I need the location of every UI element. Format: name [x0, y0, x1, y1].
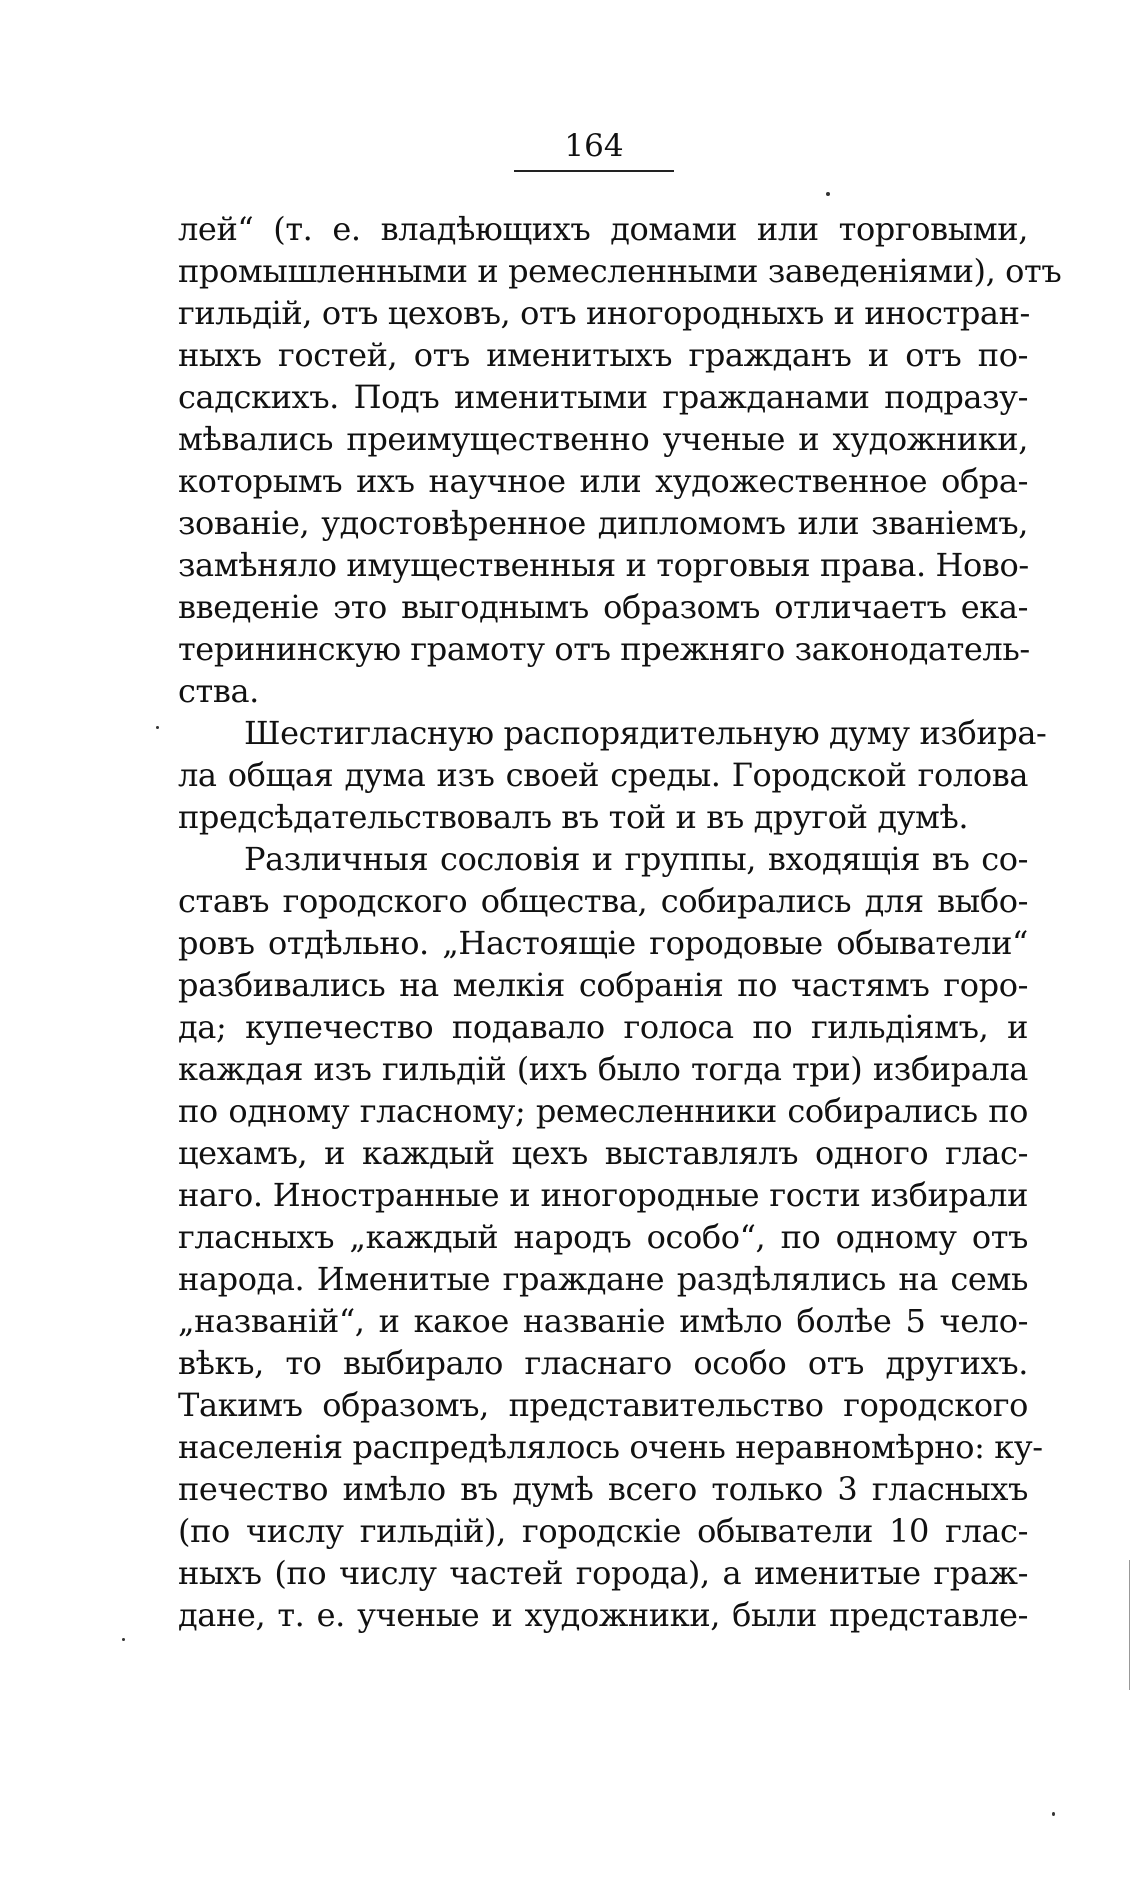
text-line: введеніе это выгоднымъ образомъ отличаетъ ека- [178, 588, 1028, 626]
text-line: которымъ ихъ научное или художественное обра- [178, 462, 1028, 500]
text-line: зованіе, удостовѣренное дипломомъ или званіемъ, [178, 504, 1028, 542]
text-line: каждая изъ гильдій (ихъ было тогда три) избирала [178, 1050, 1028, 1088]
text-line: дане, т. е. ученые и художники, были представле- [178, 1596, 1028, 1634]
text-line: терининскую грамоту отъ прежняго законодатель- [178, 630, 1030, 668]
scan-speck [1052, 1812, 1055, 1816]
text-line: гласныхъ „каждый народъ особо“, по одному отъ [178, 1218, 1028, 1256]
text-line: „названій“, и какое названіе имѣло болѣе 5 чело- [178, 1302, 1028, 1340]
scan-edge-line [1129, 1560, 1130, 1690]
text-line: Различныя сословія и группы, входящія въ со- [244, 840, 1028, 878]
text-line: Шестигласную распорядительную думу избира- [244, 714, 1047, 752]
scan-speck [826, 192, 830, 196]
paragraph-3 [178, 838, 1043, 1636]
page-number: 164 [564, 128, 624, 164]
text-line: ныхъ (по числу частей города), а именитые граж- [178, 1554, 1028, 1592]
scan-speck [122, 1638, 125, 1641]
text-line: ровъ отдѣльно. „Настоящіе городовые обыватели“ [178, 924, 1028, 962]
text-line: (по числу гильдій), городскіе обыватели 10 глас- [178, 1512, 1028, 1550]
text-line: да; купечество подавало голоса по гильдіямъ, и [178, 1008, 1028, 1046]
text-line: лей“ (т. е. владѣющихъ домами или торговыми, [178, 210, 1028, 248]
body-text [178, 208, 1062, 1636]
text-line: населенія распредѣлялось очень неравномѣрно: ку- [178, 1428, 1043, 1466]
text-line: ныхъ гостей, отъ именитыхъ гражданъ и отъ по- [178, 336, 1028, 374]
text-line: садскихъ. Подъ именитыми гражданами подразу- [178, 378, 1028, 416]
text-line: ства. [178, 672, 259, 710]
text-line: народа. Именитые граждане раздѣлялись на семь [178, 1260, 1028, 1298]
paragraph-1 [178, 208, 1062, 712]
text-line: промышленными и ремесленными заведеніями), отъ [178, 252, 1062, 290]
header-rule [514, 170, 674, 172]
text-line: гильдій, отъ цеховъ, отъ иногородныхъ и иностран- [178, 294, 1030, 332]
text-line: печество имѣло въ думѣ всего только 3 гласныхъ [178, 1470, 1028, 1508]
text-line: замѣняло имущественныя и торговыя права. Ново- [178, 546, 1029, 584]
text-line: предсѣдательствовалъ въ той и въ другой думѣ. [178, 798, 969, 836]
text-line: наго. Иностранные и иногородные гости избирали [178, 1176, 1028, 1214]
text-line: разбивались на мелкія собранія по частямъ горо- [178, 966, 1028, 1004]
text-line: ла общая дума изъ своей среды. Городской голова [178, 756, 1028, 794]
paragraph-2 [178, 712, 1047, 838]
text-line: Такимъ образомъ, представительство городского [178, 1386, 1028, 1424]
text-line: ставъ городского общества, собирались для выбо- [178, 882, 1028, 920]
text-line: мѣвались преимущественно ученые и художники, [178, 420, 1028, 458]
scan-speck [156, 726, 159, 729]
text-line: вѣкъ, то выбирало гласнаго особо отъ другихъ. [178, 1344, 1028, 1382]
text-line: по одному гласному; ремесленники собирались по [178, 1092, 1028, 1130]
text-line: цехамъ, и каждый цехъ выставлялъ одного глас- [178, 1134, 1028, 1172]
